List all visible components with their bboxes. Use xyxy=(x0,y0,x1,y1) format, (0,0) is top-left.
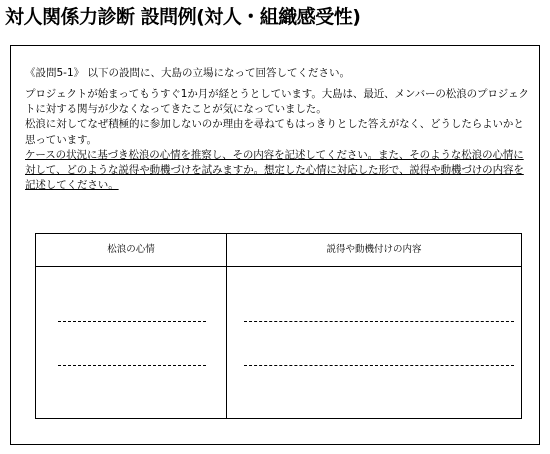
question-label: 《設問5-1》 以下の設問に、大島の立場になって回答してください。 xyxy=(25,67,350,79)
answer-table-header-feelings: 松浪の心情 xyxy=(107,244,155,255)
question-paragraph-2: 松浪に対してなぜ積極的に参加しないのか理由を尋ねてもはっきりとした答えがなく、どうしたらよいかと思っています。 xyxy=(25,118,524,146)
page-title: 対人関係力診断 設問例(対人・組織感受性) xyxy=(5,6,361,28)
question-body xyxy=(25,87,530,193)
question-paragraph-1: プロジェクトが始まってもうすぐ1か月が経とうとしています。大島は、最近、メンバーの松浪のプロジェクトに対する関与が少なくなってきたことが気になっていました。 xyxy=(25,88,529,116)
answer-table-column-divider xyxy=(226,234,227,418)
answer-table xyxy=(35,233,522,419)
answer-table-header-persuasion: 説得や動機付けの内容 xyxy=(326,244,422,255)
persuasion-answer-line-2[interactable] xyxy=(244,365,514,366)
question-instruction: ケースの状況に基づき松浪の心情を推察し、その内容を記述してください。また、そのような松浪の心情に対して、どのような説得や動機づけを試みますか。想定した心情に対応した形で、説得や動機づけの内容を記述してください。 xyxy=(25,148,524,192)
answer-table-header-rule xyxy=(36,266,521,267)
feelings-answer-line-1[interactable] xyxy=(58,321,206,322)
feelings-answer-line-2[interactable] xyxy=(58,365,206,366)
question-box xyxy=(10,45,540,445)
persuasion-answer-line-1[interactable] xyxy=(244,321,514,322)
